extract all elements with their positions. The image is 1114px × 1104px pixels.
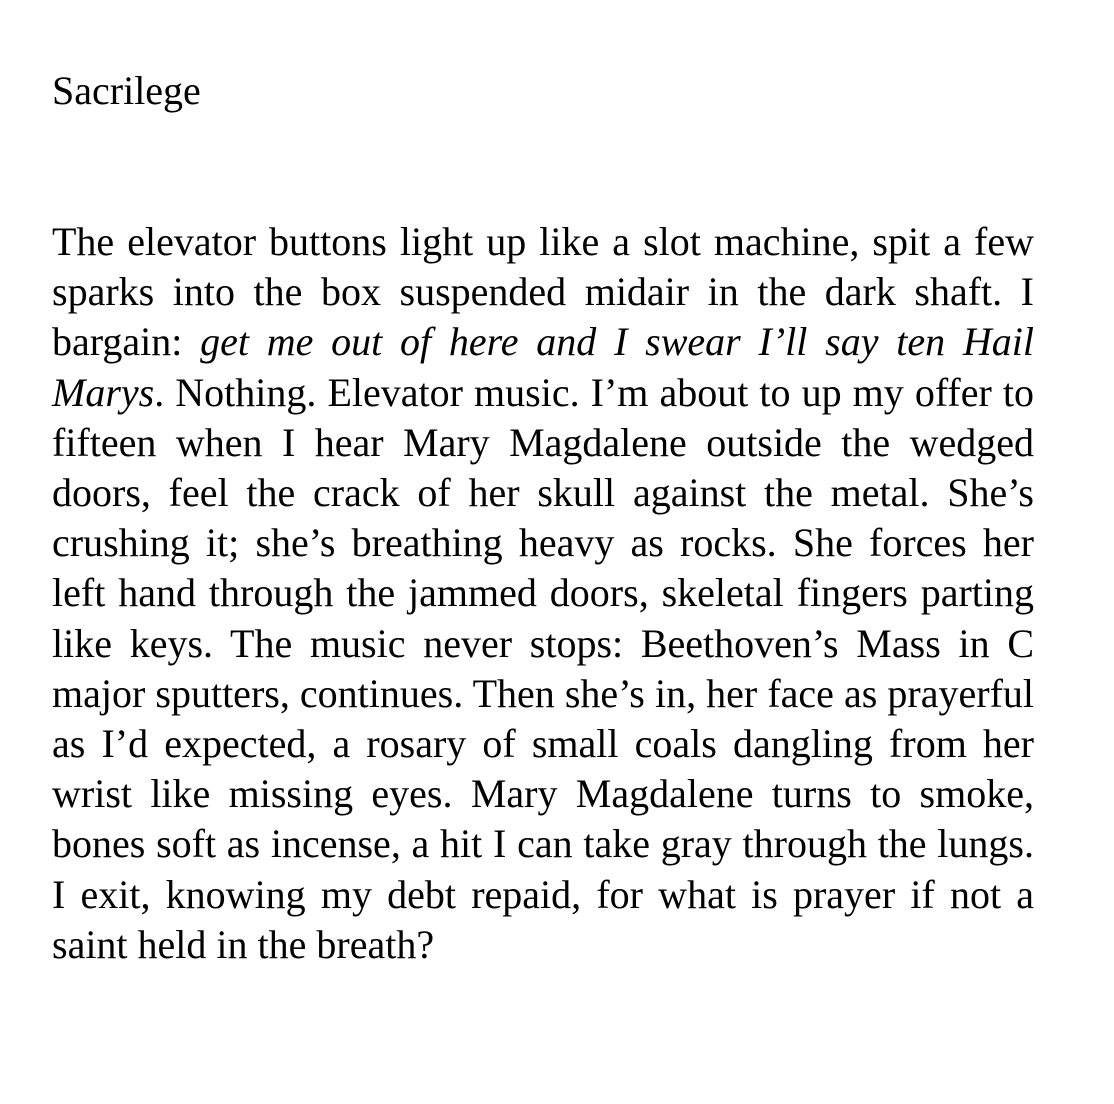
- poem-text-part-1: The elevator buttons light up like a slot machine, spit a few sparks into the box suspended midair in the dark shaft. I bargain:: [52, 219, 1034, 365]
- poem-body: [52, 217, 1034, 970]
- poem-text-part-2: . Nothing. Elevator music. I’m about to up my offer to fifteen when I hear Mary Magdalene outside the wedged doors, feel the crack of her skull against the metal. She’s crushing it; she’s breathing heavy as rocks. She forces her left hand through the jammed doors, skeletal fingers parting like keys. The music never stops: Beethoven’s Mass in C major sputters, continues. Then she’s in, her face as prayerful as I’d expected, a rosary of small coals dangling from her wrist like missing eyes. Mary Magdalene turns to smoke, bones soft as incense, a hit I can take gray through the lungs. I exit, knowing my debt repaid, for what is prayer if not a saint held in the breath?: [52, 369, 1034, 967]
- poem-italic-prayer: get me out of here and I swear I’ll say ten Hail Marys: [52, 319, 1034, 415]
- poem-title: Sacrilege: [52, 68, 201, 113]
